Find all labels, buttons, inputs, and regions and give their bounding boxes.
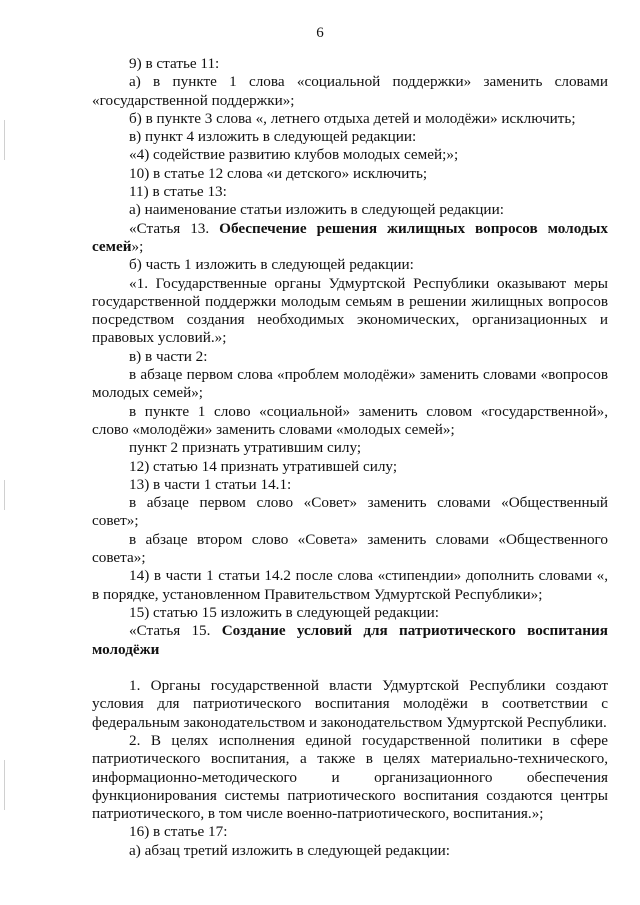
paragraph: «1. Государственные органы Удмуртской Республики оказывают меры государственной поддержки молодым семьям в решении жилищных вопросов посредством создания необходимых экономических, организационных и правовых условий.»; — [92, 274, 608, 347]
paragraph: а) наименование статьи изложить в следующей редакции: — [129, 201, 504, 219]
article-heading: «Статья 13. Обеспечение решения жилищных вопросов молодых семей»; — [92, 219, 608, 255]
paragraph: 15) статью 15 изложить в следующей редакции: — [129, 603, 439, 621]
paragraph: 9) в статье 11: — [129, 55, 220, 72]
article-heading: «Статья 15. Создание условий для патриотического воспитания молодёжи — [92, 622, 608, 658]
scan-edge-mark — [4, 760, 5, 810]
paragraph: 2. В целях исполнения единой государственной политики в сфере патриотического воспитания, а также в целях материально-технического, информационно-методического и организационного обеспечения функционирования системы патриотического воспитания создаются центры патриотического, в том числе военно-патриотического, воспитания.»; — [92, 731, 608, 823]
paragraph: б) в пункте 3 слова «, летнего отдыха детей и молодёжи» исключить; — [129, 109, 576, 127]
paragraph: в пункте 1 слово «социальной» заменить словом «государственной», слово «молодёжи» заменить словами «молодых семей»; — [92, 402, 608, 438]
paragraph: б) часть 1 изложить в следующей редакции: — [129, 256, 414, 274]
scan-edge-mark — [4, 480, 5, 510]
scan-edge-mark — [4, 120, 5, 160]
paragraph: в) пункт 4 изложить в следующей редакции: — [129, 128, 417, 146]
page-number: 6 — [316, 25, 324, 41]
paragraph: 13) в части 1 статьи 14.1: — [129, 475, 292, 493]
paragraph: 14) в части 1 статьи 14.2 после слова «стипендии» дополнить словами «, в порядке, установленном Правительством Удмуртской Республики»; — [92, 567, 608, 603]
paragraph: в абзаце втором слово «Совета» заменить словами «Общественного совета»; — [92, 530, 608, 567]
paragraph: 1. Органы государственной власти Удмуртской Республики создают условия для патриотического воспитания молодёжи в соответствии с федеральным законодательством и законодательством Удмуртской Республики. — [92, 677, 608, 731]
paragraph: «4) содействие развитию клубов молодых семей;»; — [129, 146, 459, 164]
document-body — [92, 55, 608, 860]
paragraph: в абзаце первом слова «проблем молодёжи» заменить словами «вопросов молодых семей»; — [92, 366, 608, 402]
paragraph: в) в части 2: — [129, 347, 208, 365]
paragraph: в абзаце первом слово «Совет» заменить словами «Общественный совет»; — [92, 494, 608, 530]
paragraph: а) в пункте 1 слова «социальной поддержки» заменить словами «государственной поддержки»; — [92, 73, 608, 109]
paragraph: 11) в статье 13: — [129, 183, 227, 201]
paragraph: пункт 2 признать утратившим силу; — [129, 439, 362, 457]
paragraph: 10) в статье 12 слова «и детского» исключить; — [129, 164, 428, 182]
paragraph: а) абзац третий изложить в следующей редакции: — [129, 841, 450, 859]
paragraph: 16) в статье 17: — [129, 823, 228, 841]
paragraph: 12) статью 14 признать утратившей силу; — [129, 457, 398, 475]
